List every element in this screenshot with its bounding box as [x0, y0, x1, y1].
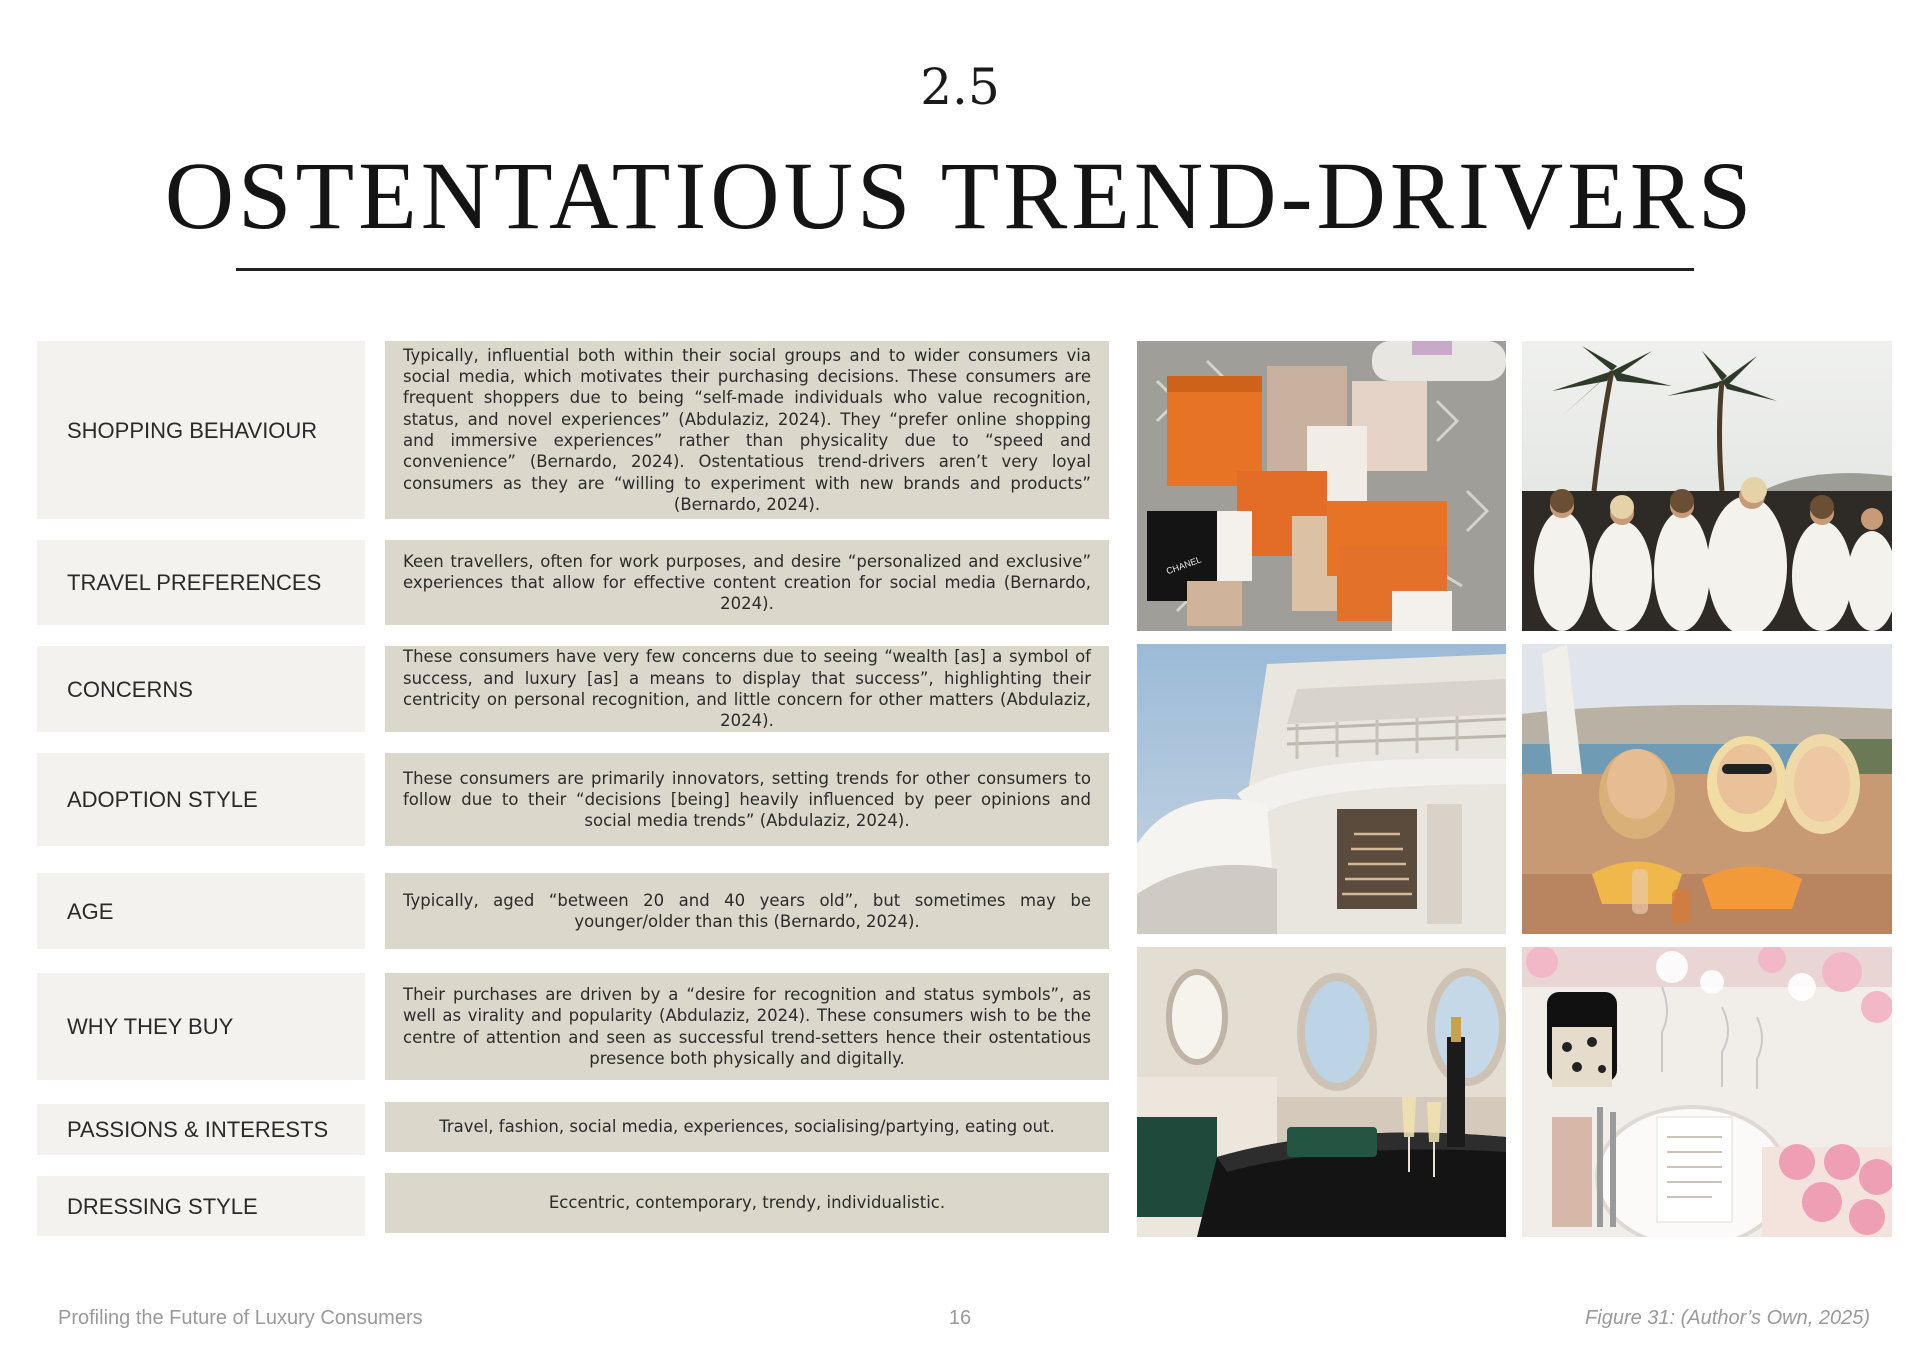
row-label-text: CONCERNS — [67, 676, 193, 702]
row-label-concerns — [37, 646, 365, 732]
row-text-dressing-style — [385, 1173, 1109, 1233]
row-text-concerns — [385, 646, 1109, 732]
row-text-why-they-buy — [385, 973, 1109, 1080]
yacht-photo — [1137, 644, 1506, 934]
row-description: Their purchases are driven by a “desire for recognition and status symbols”, as well as virality and popularity (Abdulaziz, 2024). These consumers wish to be the centre of attention and seen as successful trend-setters hence their ostentatious presence both physically and digitally. — [403, 984, 1091, 1068]
row-description: These consumers have very few concerns due to seeing “wealth [as] a symbol of success, and luxury [as] a means to display that success”, highlighting their centricity on personal recognition, and little concern for other matters (Abdulaziz, 2024). — [403, 647, 1091, 731]
row-description: Keen travellers, often for work purposes, and desire “personalized and exclusive” experiences that allow for effective content creation for social media (Bernardo, 2024). — [403, 551, 1091, 614]
figure-caption: Figure 31: (Author’s Own, 2025) — [1585, 1307, 1870, 1329]
shopping-bags-photo — [1137, 341, 1506, 631]
row-label-shopping-behaviour — [37, 341, 365, 519]
row-text-passions-interests — [385, 1102, 1109, 1152]
title-divider — [236, 268, 1694, 271]
section-number: 2.5 — [920, 58, 1000, 116]
page-number: 16 — [948, 1307, 972, 1329]
row-text-adoption-style — [385, 753, 1109, 846]
bag-brand-label: CHANEL — [1164, 554, 1203, 577]
private-jet-photo — [1137, 947, 1506, 1237]
friends-by-sea-photo — [1522, 644, 1892, 934]
white-party-photo — [1522, 341, 1892, 631]
row-description: Eccentric, contemporary, trendy, individualistic. — [548, 1193, 946, 1213]
row-label-age — [37, 873, 365, 949]
row-label-adoption-style — [37, 753, 365, 846]
row-text-shopping-behaviour — [385, 341, 1109, 519]
dining-table-photo — [1522, 947, 1892, 1237]
row-label-text: DRESSING STYLE — [67, 1193, 258, 1219]
row-label-text: AGE — [67, 898, 114, 924]
row-label-text: PASSIONS & INTERESTS — [67, 1117, 329, 1142]
row-description: These consumers are primarily innovators, setting trends for other consumers to follow due to their “decisions [being] heavily influenced by peer opinions and social media trends” (Abdulaziz, 2024). — [403, 768, 1091, 831]
row-label-travel-preferences — [37, 540, 365, 625]
row-description: Typically, aged “between 20 and 40 years old”, but sometimes may be younger/older than this (Bernardo, 2024). — [403, 890, 1091, 931]
row-label-text: WHY THEY BUY — [67, 1014, 234, 1039]
row-label-text: SHOPPING BEHAVIOUR — [67, 417, 318, 443]
footer-document-title: Profiling the Future of Luxury Consumers — [58, 1307, 423, 1329]
row-text-age — [385, 873, 1109, 949]
row-text-travel-preferences — [385, 540, 1109, 625]
row-description: Typically, influential both within their social groups and to wider consumers via social media, which motivates their purchasing decisions. These consumers are frequent shoppers due to being “self-made individuals who value recognition, status, and novel experiences” (Abdulaziz, 2024). They “prefer online shopping and immersive experiences” rather than physicality due to “speed and convenience” (Bernardo, 2024). Ostentatious trend-drivers aren’t very loyal consumers as they are “willing to experiment with new brands and products” (Bernardo, 2024). — [403, 345, 1091, 514]
row-description: Travel, fashion, social media, experiences, socialising/partying, eating out. — [439, 1117, 1055, 1137]
page-title: OSTENTATIOUS TREND-DRIVERS — [164, 142, 1756, 249]
row-label-dressing-style — [37, 1176, 365, 1236]
row-label-why-they-buy — [37, 973, 365, 1080]
row-label-text: ADOPTION STYLE — [67, 787, 258, 812]
row-label-passions-interests — [37, 1104, 365, 1155]
row-label-text: TRAVEL PREFERENCES — [67, 570, 322, 595]
